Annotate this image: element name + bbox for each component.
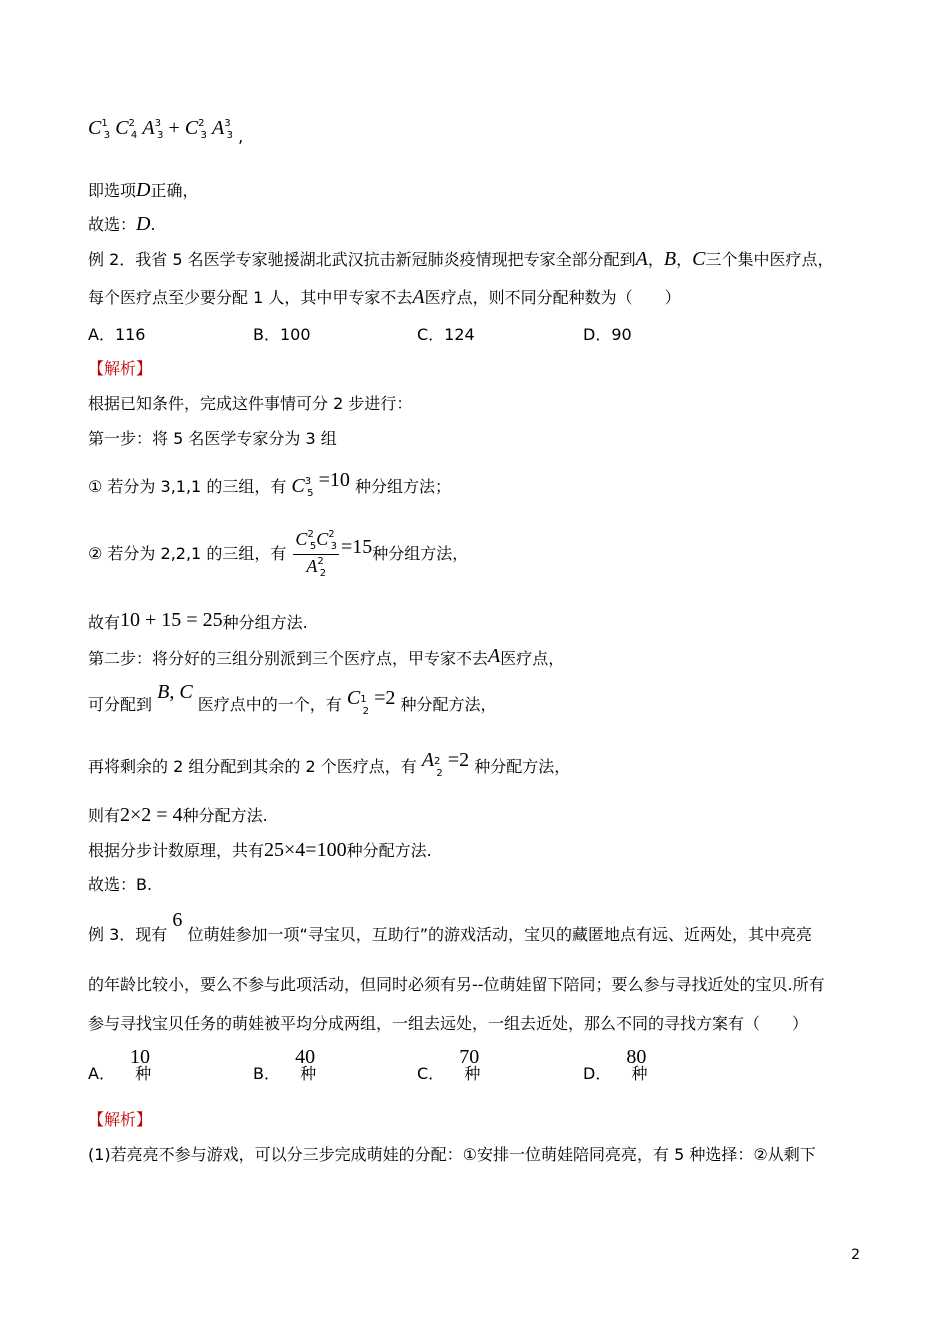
text: . (150, 215, 156, 234)
math-sup: 3 (304, 476, 312, 487)
math-sup: 3 (154, 118, 161, 129)
sol2-line8 (88, 749, 571, 780)
sol2-line10 (88, 840, 432, 861)
math-sup: 1 (360, 694, 367, 705)
text: 再将剩余的 2 组分配到其余的 2 个医疗点，有 (88, 757, 417, 776)
sol2-line3 (88, 469, 451, 500)
option-number: 40 (295, 1046, 316, 1068)
math-sub: 2 (362, 706, 369, 717)
math-symbol: C (316, 529, 329, 549)
math-symbol: A (421, 749, 435, 771)
option-letter: D． (583, 1064, 612, 1083)
text: ， (647, 250, 664, 269)
math-sup: 2 (307, 529, 314, 540)
sol3-line1: (1)若亮亮不参与游戏，可以分三步完成萌娃的分配：①安排一位萌娃陪同亮亮，有 5 种选择：②从剩下 (88, 1145, 816, 1164)
solution-tag: 【解析】 (88, 359, 153, 378)
math-number: 6 (172, 909, 183, 931)
sol2-line5 (88, 609, 308, 633)
math-symbol: C (184, 117, 199, 139)
ex3-line1 (88, 909, 813, 945)
math-var: D (136, 213, 151, 235)
text: 医疗点，则不同分配种数为（ ） (424, 288, 681, 307)
ex3-line3: 参与寻找宝贝任务的萌娃被平均分成两组，一组去远处，一组去近处，那么不同的寻找方案有（ ） (88, 1014, 809, 1033)
text: 三个集中医疗点， (705, 250, 834, 269)
math-sub: 3 (200, 130, 207, 141)
math-sup: 2 (128, 118, 135, 129)
text: 故选： (88, 215, 137, 234)
text: 第二步：将分好的三组分别派到三个医疗点，甲专家不去 (88, 649, 489, 668)
text: 则有 (88, 806, 121, 825)
math-sub: 4 (130, 130, 138, 141)
text: 位萌娃参加一项“寻宝贝，互助行”的游戏活动，宝贝的藏匿地点有远、近两处，其中亮亮 (187, 925, 813, 944)
math-var: A (412, 286, 425, 308)
math-expr: =2 (447, 749, 470, 771)
math-sub: 3 (103, 130, 111, 141)
formula-top (88, 117, 244, 146)
sol2-line1: 根据已知条件，完成这件事情可分 2 步进行： (88, 394, 413, 413)
ex2-option-d: D．90 (583, 325, 632, 344)
ex3-option-c (417, 1045, 490, 1083)
option-unit: 种 (135, 1064, 152, 1083)
text: 种分组方法； (354, 477, 451, 496)
text: 正确， (150, 181, 199, 200)
math-expr: =10 (318, 469, 350, 491)
option-unit: 种 (464, 1064, 481, 1083)
math-sup: 2 (317, 556, 324, 567)
sol2-line7 (88, 681, 497, 718)
math-var: D (136, 179, 151, 201)
math-symbol: A (212, 117, 225, 139)
text: 医疗点中的一个，有 (197, 695, 342, 714)
math-operator: + (168, 117, 180, 139)
text: 种分配方法. (182, 806, 268, 825)
text: 故有 (88, 613, 121, 632)
text: 即选项 (88, 181, 137, 200)
math-sub: 5 (307, 488, 314, 499)
ex2-option-a: A．116 (88, 325, 146, 344)
text: ， (676, 250, 693, 269)
math-var: C (692, 248, 706, 270)
punctuation: , (238, 127, 244, 146)
text: 种分配方法. (346, 841, 432, 860)
ex3-option-b (253, 1045, 326, 1083)
math-expr: 10 + 15 = 25 (120, 609, 223, 631)
math-symbol: A (306, 556, 318, 576)
math-symbol: C (346, 687, 361, 709)
text: 种分配方法， (400, 695, 497, 714)
math-sub: 2 (436, 768, 443, 779)
math-sub: 3 (156, 130, 164, 141)
math-symbol: C (291, 475, 305, 497)
math-sup: 2 (434, 756, 441, 767)
math-sup: 1 (101, 118, 108, 129)
solution-tag-2: 【解析】 (88, 1110, 153, 1129)
math-symbol: C (88, 117, 102, 139)
ex3-line2: 的年龄比较小，要么不参与此项活动，但同时必须有另--位萌娃留下陪同；要么参与寻找近处的宝贝.所有 (88, 975, 825, 994)
text: 根据分步计数原理，共有 (88, 841, 265, 860)
math-expr: 2×2 = 4 (120, 804, 183, 826)
math-var: A (488, 645, 501, 667)
text: 医疗点， (500, 649, 565, 668)
option-number: 10 (130, 1046, 151, 1068)
line-d-answer (88, 214, 156, 235)
text: ② 若分为 2,2,1 的三组，有 (88, 544, 287, 563)
ex3-option-a (88, 1045, 161, 1083)
ex2-line1 (88, 249, 833, 270)
ex2-line2 (88, 287, 681, 308)
math-sub: 3 (226, 130, 233, 141)
text: 种分配方法， (474, 757, 571, 776)
text: 例 3．现有 (88, 925, 168, 944)
math-expr: =15 (340, 536, 373, 558)
math-expr: 25×4=100 (264, 839, 347, 861)
text: ① 若分为 3,1,1 的三组，有 (88, 477, 287, 496)
math-sub: 2 (319, 568, 327, 579)
option-unit: 种 (631, 1064, 648, 1083)
sol2-line9 (88, 805, 268, 826)
text: 种分组方法， (372, 544, 469, 563)
text: 例 2．我省 5 名医学专家驰援湖北武汉抗击新冠肺炎疫情现把专家全部分配到 (88, 250, 636, 269)
math-var: B, C (157, 681, 193, 703)
math-sub: 3 (330, 541, 337, 552)
page-number: 2 (851, 1247, 860, 1263)
math-var: B (663, 248, 677, 270)
option-letter: C． (417, 1064, 445, 1083)
ex3-option-d (583, 1045, 658, 1083)
sol2-line4 (88, 528, 468, 581)
math-symbol: C (295, 529, 308, 549)
option-unit: 种 (300, 1064, 317, 1083)
math-sup: 2 (328, 529, 335, 540)
math-sup: 2 (198, 118, 205, 129)
option-letter: A． (88, 1064, 115, 1083)
text: 种分组方法. (222, 613, 308, 632)
sol2-line2: 第一步：将 5 名医学专家分为 3 组 (88, 429, 337, 448)
math-var: A (635, 248, 648, 270)
sol2-line6 (88, 645, 565, 669)
ex2-option-c: C．124 (417, 325, 475, 344)
math-symbol: C (115, 117, 129, 139)
option-number: 70 (459, 1046, 480, 1068)
math-symbol: A (142, 117, 155, 139)
math-sup: 3 (224, 118, 231, 129)
option-letter: B． (253, 1064, 280, 1083)
math-sub: 5 (309, 541, 317, 552)
fraction (293, 528, 339, 581)
math-expr: =2 (374, 687, 396, 709)
line-d-correct (88, 180, 198, 201)
text: 可分配到 (88, 695, 153, 714)
option-number: 80 (626, 1046, 647, 1068)
ex2-option-b: B．100 (253, 325, 311, 344)
text: 每个医疗点至少要分配 1 人，其中甲专家不去 (88, 288, 413, 307)
sol2-line11: 故选：B. (88, 875, 153, 894)
